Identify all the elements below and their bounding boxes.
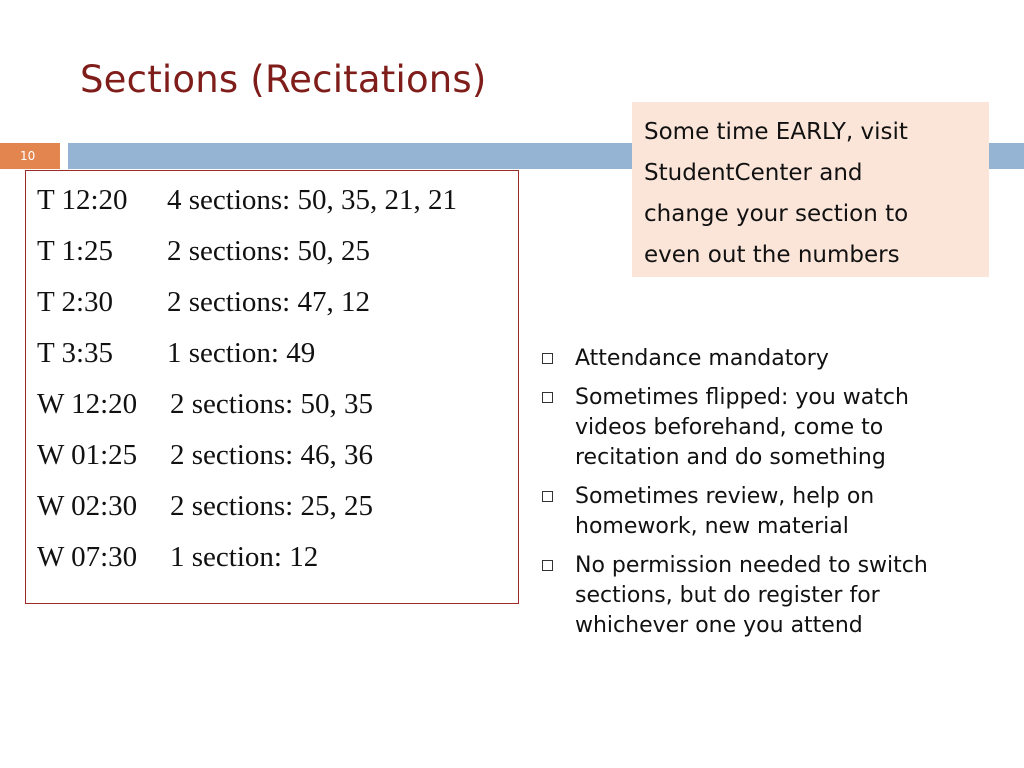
slide-title: Sections (Recitations): [80, 58, 487, 101]
square-bullet-icon: [542, 491, 553, 502]
bullet-line: Sometimes flipped: you watch: [575, 385, 909, 410]
schedule-row: [37, 540, 319, 574]
bullet-line: sections, but do register for: [575, 583, 880, 608]
schedule-time: W 12:20: [37, 388, 138, 420]
schedule-sections: 2 sections: 25, 25: [170, 490, 373, 522]
schedule-row: [37, 489, 373, 523]
bullet-line: Attendance mandatory: [575, 346, 829, 371]
bullet-line: No permission needed to switch: [575, 553, 928, 578]
bullet-item: [540, 551, 1010, 641]
schedule-sections: 1 section: 12: [170, 541, 319, 573]
schedule-sections: 2 sections: 50, 35: [170, 388, 373, 420]
note-line: Some time EARLY, visit: [644, 119, 908, 145]
bullet-item: [540, 344, 1010, 374]
note-line: change your section to: [644, 201, 909, 227]
bullet-item: [540, 383, 1010, 473]
schedule-time: W 02:30: [37, 490, 138, 522]
schedule-time: W 01:25: [37, 439, 138, 471]
schedule-row: [37, 183, 457, 217]
schedule-row: [37, 336, 316, 370]
note-line: even out the numbers: [644, 242, 900, 268]
square-bullet-icon: [542, 560, 553, 571]
schedule-time: T 3:35: [37, 337, 113, 369]
schedule-sections: 1 section: 49: [167, 337, 316, 369]
schedule-row: [37, 234, 370, 268]
schedule-sections: 2 sections: 47, 12: [167, 286, 370, 318]
bullet-line: whichever one you attend: [575, 613, 863, 638]
bullet-list: [540, 344, 1010, 650]
bullet-line: Sometimes review, help on: [575, 484, 875, 509]
schedule-time: T 2:30: [37, 286, 113, 318]
schedule-row: [37, 285, 370, 319]
bullet-line: homework, new material: [575, 514, 849, 539]
schedule-sections: 2 sections: 50, 25: [167, 235, 370, 267]
schedule-box: [25, 170, 519, 604]
square-bullet-icon: [542, 353, 553, 364]
bullet-item: [540, 482, 1010, 542]
square-bullet-icon: [542, 392, 553, 403]
schedule-sections: 2 sections: 46, 36: [170, 439, 373, 471]
note-callout: [632, 102, 989, 277]
schedule-row: [37, 438, 373, 472]
schedule-time: T 12:20: [37, 184, 128, 216]
bullet-line: videos beforehand, come to: [575, 415, 884, 440]
schedule-time: W 07:30: [37, 541, 138, 573]
bullet-line: recitation and do something: [575, 445, 886, 470]
schedule-sections: 4 sections: 50, 35, 21, 21: [167, 184, 457, 216]
note-line: StudentCenter and: [644, 160, 863, 186]
slide-number: 10: [0, 143, 60, 169]
schedule-time: T 1:25: [37, 235, 113, 267]
schedule-row: [37, 387, 373, 421]
